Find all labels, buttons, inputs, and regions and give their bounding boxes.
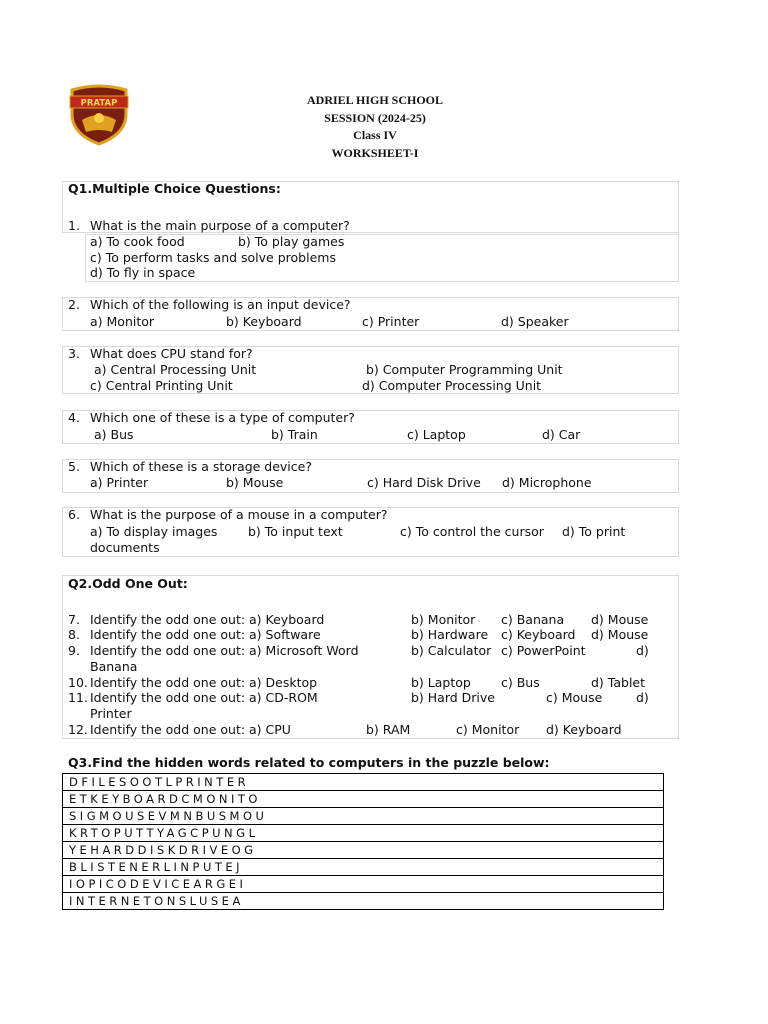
option: a) To display images bbox=[90, 524, 218, 539]
puzzle-row: KRTOPUTTYAGCPUNGL bbox=[63, 825, 664, 842]
puzzle-row: DFILESOOTLPRINTER bbox=[63, 774, 664, 791]
option-wrap: documents bbox=[90, 540, 160, 555]
option: a) Monitor bbox=[90, 314, 155, 329]
option: d) Mouse bbox=[591, 612, 649, 627]
q1-title: Q1.Multiple Choice Questions: bbox=[68, 181, 281, 196]
question-text: Identify the odd one out: a) Desktop bbox=[90, 675, 318, 690]
question-text: Which of these is a storage device? bbox=[90, 459, 312, 474]
option-wrap: Banana bbox=[90, 659, 138, 674]
option: c) PowerPoint bbox=[501, 643, 586, 658]
question-text: Identify the odd one out: a) Software bbox=[90, 627, 321, 642]
option: c) Bus bbox=[501, 675, 540, 690]
question-text: Which one of these is a type of computer? bbox=[90, 410, 355, 425]
option: c) To control the cursor bbox=[400, 524, 544, 539]
option: b) Laptop bbox=[411, 675, 471, 690]
option: b) Hardware bbox=[411, 627, 489, 642]
question-text: Which of the following is an input device? bbox=[90, 297, 351, 312]
session: SESSION (2024-25) bbox=[324, 111, 426, 125]
q3-title: Q3.Find the hidden words related to computers in the puzzle below: bbox=[68, 755, 550, 770]
option: b) To input text bbox=[248, 524, 343, 539]
q-number: 7. bbox=[68, 612, 80, 627]
option: c) Keyboard bbox=[501, 627, 576, 642]
option: d) To print bbox=[562, 524, 626, 539]
school-name: ADRIEL HIGH SCHOOL bbox=[306, 93, 444, 107]
q-number: 1. bbox=[68, 218, 80, 233]
option: c) Mouse bbox=[546, 690, 603, 705]
option: b) Train bbox=[271, 427, 318, 442]
question-text: What is the purpose of a mouse in a computer? bbox=[90, 507, 388, 522]
option: b) Mouse bbox=[226, 475, 284, 490]
svg-text:PRATAP: PRATAP bbox=[80, 98, 118, 109]
puzzle-row: INTERNETONSLUSEA bbox=[63, 893, 664, 910]
q-number: 3. bbox=[68, 346, 80, 361]
word-search-puzzle bbox=[62, 773, 664, 910]
question-text: What is the main purpose of a computer? bbox=[90, 218, 350, 233]
school-logo bbox=[66, 84, 132, 146]
option: c) Laptop bbox=[407, 427, 466, 442]
option: a) To cook food bbox=[90, 234, 185, 249]
option: c) To perform tasks and solve problems bbox=[90, 250, 336, 265]
option: d) Computer Processing Unit bbox=[362, 378, 542, 393]
q-number: 12. bbox=[68, 722, 88, 737]
option: c) Printer bbox=[362, 314, 420, 329]
class-label: Class IV bbox=[353, 128, 397, 142]
option: a) Central Processing Unit bbox=[94, 362, 257, 377]
option: b) Monitor bbox=[411, 612, 476, 627]
question-text: Identify the odd one out: a) Keyboard bbox=[90, 612, 325, 627]
option: c) Central Printing Unit bbox=[90, 378, 233, 393]
q-number: 2. bbox=[68, 297, 80, 312]
option: d) bbox=[636, 690, 649, 705]
option: d) Tablet bbox=[591, 675, 646, 690]
q-number: 11. bbox=[68, 690, 88, 705]
option: d) bbox=[636, 643, 649, 658]
option: b) Hard Drive bbox=[411, 690, 495, 705]
option: d) Speaker bbox=[501, 314, 569, 329]
option-wrap: Printer bbox=[90, 706, 132, 721]
option: b) To play games bbox=[238, 234, 345, 249]
q-number: 9. bbox=[68, 643, 80, 658]
option: d) Mouse bbox=[591, 627, 649, 642]
option: d) To fly in space bbox=[90, 265, 196, 280]
q-number: 5. bbox=[68, 459, 80, 474]
puzzle-row: IOPICODEVICEARGEI bbox=[63, 876, 664, 893]
question-text: Identify the odd one out: a) CD-ROM bbox=[90, 690, 318, 705]
q-number: 4. bbox=[68, 410, 80, 425]
option: a) Bus bbox=[94, 427, 134, 442]
option: c) Banana bbox=[501, 612, 565, 627]
option: c) Monitor bbox=[456, 722, 520, 737]
q-number: 8. bbox=[68, 627, 80, 642]
option: b) Keyboard bbox=[226, 314, 302, 329]
puzzle-row: ETKEYBOARDCMONITO bbox=[63, 791, 664, 808]
q-number: 6. bbox=[68, 507, 80, 522]
option: d) Car bbox=[542, 427, 581, 442]
worksheet-label: WORKSHEET-I bbox=[331, 146, 419, 160]
question-text: What does CPU stand for? bbox=[90, 346, 253, 361]
option: a) Printer bbox=[90, 475, 149, 490]
question-text: Identify the odd one out: a) Microsoft Word bbox=[90, 643, 359, 658]
option: b) Calculator bbox=[411, 643, 492, 658]
puzzle-row: YEHARDDISKDRIVEOG bbox=[63, 842, 664, 859]
option: b) RAM bbox=[366, 722, 411, 737]
option: d) Keyboard bbox=[546, 722, 622, 737]
option: c) Hard Disk Drive bbox=[367, 475, 481, 490]
question-text: Identify the odd one out: a) CPU bbox=[90, 722, 291, 737]
puzzle-row: SIGMOUSEVMNBUSMOU bbox=[63, 808, 664, 825]
q2-title: Q2.Odd One Out: bbox=[68, 576, 188, 591]
puzzle-row: BLISTENERLINPUTEJ bbox=[63, 859, 664, 876]
q-number: 10. bbox=[68, 675, 88, 690]
option: b) Computer Programming Unit bbox=[366, 362, 563, 377]
option: d) Microphone bbox=[502, 475, 592, 490]
